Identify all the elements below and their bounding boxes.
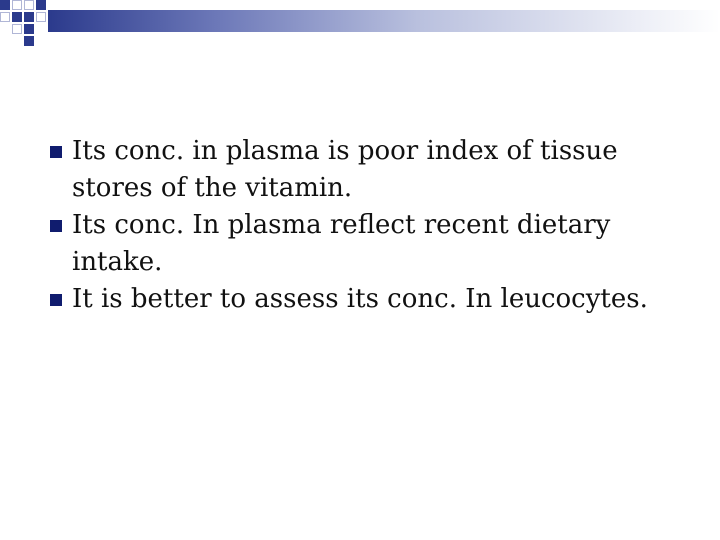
square-grid-icon	[0, 0, 10, 10]
header-gradient-bar	[48, 10, 720, 32]
slide-header-decoration	[0, 0, 720, 48]
bullet-item	[50, 207, 690, 281]
square-grid-icon	[24, 36, 34, 46]
bullet-list	[50, 133, 690, 318]
bullet-item	[50, 133, 690, 207]
bullet-text: Its conc. in plasma is poor index of tissue stores of the vitamin.	[72, 136, 618, 203]
square-grid-icon	[24, 24, 34, 34]
square-grid-icon	[12, 0, 22, 10]
square-grid-icon	[12, 24, 22, 34]
bullet-item	[50, 281, 690, 318]
square-grid-icon	[24, 12, 34, 22]
bullet-text: It is better to assess its conc. In leucocytes.	[72, 284, 648, 314]
square-bullet-icon	[50, 220, 62, 232]
square-grid-icon	[36, 0, 46, 10]
square-grid-icon	[0, 12, 10, 22]
bullet-text: Its conc. In plasma reflect recent dietary intake.	[72, 210, 611, 277]
square-bullet-icon	[50, 146, 62, 158]
square-grid-icon	[36, 12, 46, 22]
square-grid-icon	[24, 0, 34, 10]
square-grid-icon	[12, 12, 22, 22]
square-bullet-icon	[50, 294, 62, 306]
